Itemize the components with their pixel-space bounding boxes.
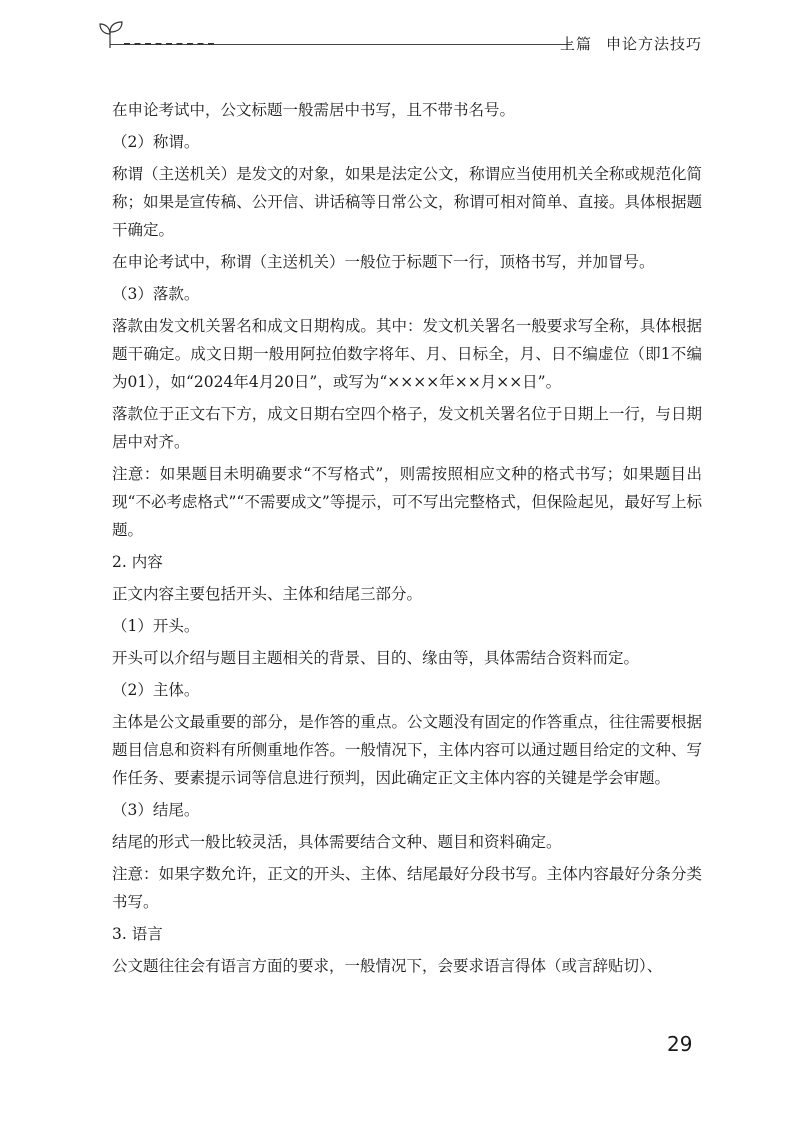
note-paragraph: 注意：如果题目未明确要求“不写格式”，则需按照相应文种的格式书写；如果题目出现“不必考虑格式”“不需要成文”等提示，可不写出完整格式，但保险起见，最好写上标题。 [112,465,702,539]
paragraph: 主体是公文最重要的部分，是作答的重点。公文题没有固定的作答重点，往往需要根据题目信息和资料有所侧重地作答。一般情况下，主体内容可以通过题目给定的文种、写作任务、要素提示词等信息进行预判，因此确定正文主体内容的关键是学会审题。 [112,713,702,787]
paragraph: 结尾的形式一般比较灵活，具体需要结合文种、题目和资料确定。 [112,833,562,851]
paragraph: 正文内容主要包括开头、主体和结尾三部分。 [112,585,423,603]
page-number: 29 [667,1032,693,1056]
paragraph: 公文题往往会有语言方面的要求，一般情况下，会要求语言得体（或言辞贴切）、 [112,957,663,975]
section-heading: 2. 内容 [112,553,163,571]
subheading: （3）结尾。 [112,801,200,819]
subheading: （3）落款。 [112,285,200,303]
sprout-icon [96,20,126,50]
paragraph: 开头可以介绍与题目主题相关的背景、目的、缘由等，具体需结合资料而定。 [112,649,640,667]
paragraph: 在申论考试中，称谓（主送机关）一般位于标题下一行，顶格书写，并加冒号。 [112,253,655,271]
paragraph: 在申论考试中，公文标题一般需居中书写，且不带书名号。 [112,101,516,119]
paragraph: 落款由发文机关署名和成文日期构成。其中：发文机关署名一般要求写全称，具体根据题干确定。成文日期一般用阿拉伯数字将年、月、日标全，月、日不编虚位（即1不编为01），如“2024年4月20日”，或写为“××××年××月××日”。 [112,317,702,391]
subheading: （2）称谓。 [112,133,200,151]
header-part: 上篇 [559,35,592,53]
paragraph: 落款位于正文右下方，成文日期右空四个格子，发文机关署名位于日期上一行，与日期居中对齐。 [112,405,702,451]
header-rule-accent [124,43,214,45]
running-header [92,18,702,58]
header-chapter-title: 申论方法技巧 [605,35,702,53]
subheading: （1）开头。 [112,617,200,635]
header-title [560,33,702,54]
paragraph: 称谓（主送机关）是发文的对象，如果是法定公文，称谓应当使用机关全称或规范化简称；如果是宣传稿、公开信、讲话稿等日常公文，称谓可相对简单、直接。具体根据题干确定。 [112,165,702,239]
section-heading: 3. 语言 [112,925,163,943]
subheading: （2）主体。 [112,681,200,699]
note-paragraph: 注意：如果字数允许，正文的开头、主体、结尾最好分段书写。主体内容最好分条分类书写。 [112,865,702,911]
page-body [112,96,702,984]
